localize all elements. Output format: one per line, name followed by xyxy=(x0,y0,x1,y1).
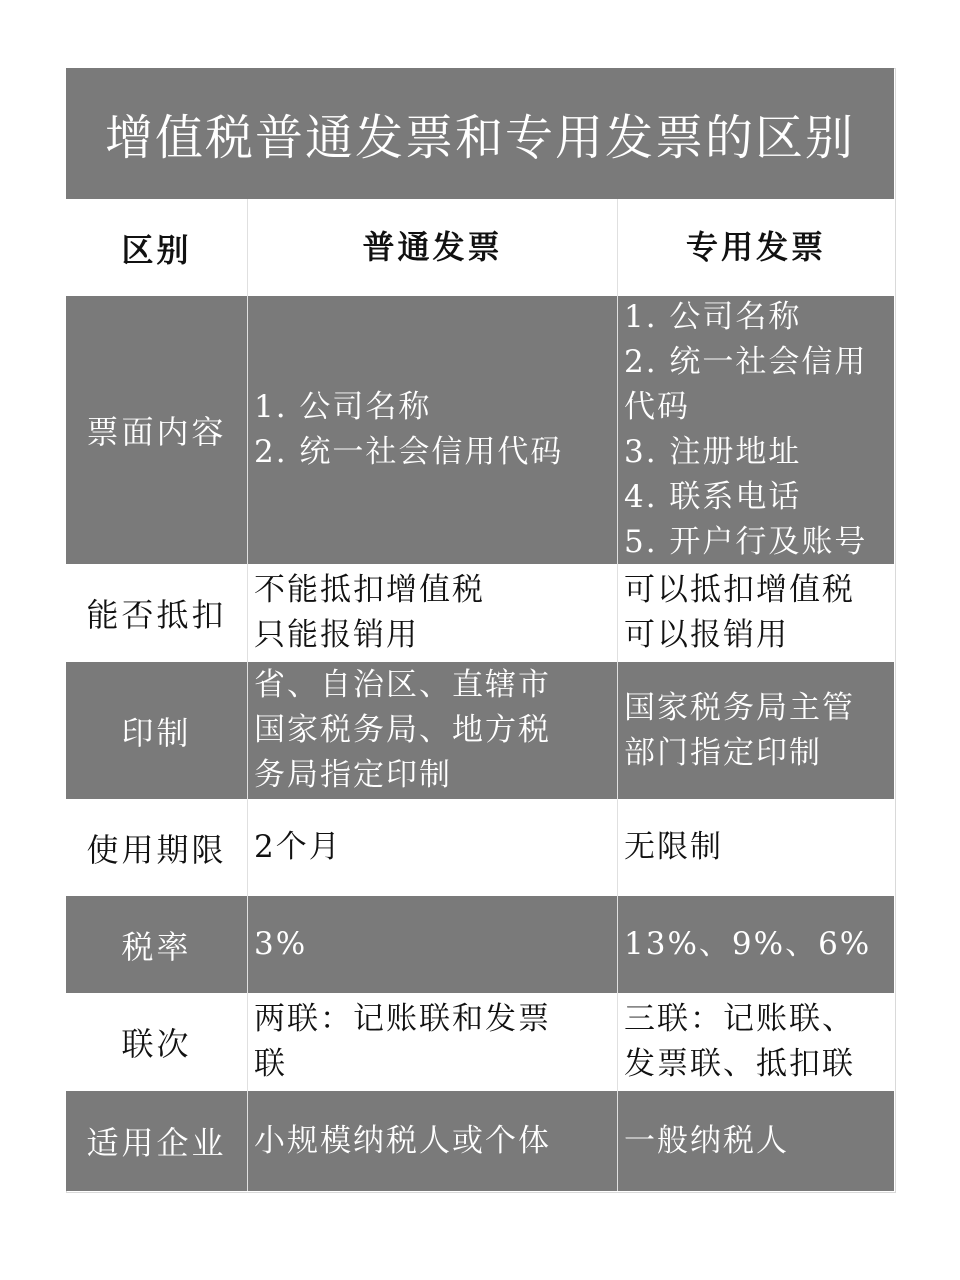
cell-line: 发票联、抵扣联 xyxy=(624,1046,855,1082)
row-label: 使用期限 xyxy=(66,799,248,896)
special-invoice-cell xyxy=(618,799,894,896)
page-title: 增值税普通发票和专用发票的区别 xyxy=(66,68,894,199)
table-row xyxy=(66,296,894,564)
row-label: 票面内容 xyxy=(66,296,248,564)
header-row xyxy=(66,199,894,296)
cell-line: 1. 公司名称 xyxy=(254,389,432,425)
special-invoice-cell xyxy=(618,896,894,993)
cell-line: 部门指定印制 xyxy=(624,734,822,771)
cell-line: 2. 统一社会信用 xyxy=(624,344,868,380)
cell-line: 1. 公司名称 xyxy=(624,299,802,335)
table-row xyxy=(66,1091,894,1191)
special-invoice-cell xyxy=(618,296,894,564)
row-label: 联次 xyxy=(66,993,248,1091)
cell-line: 省、自治区、直辖市 xyxy=(254,667,551,703)
cell-line: 不能抵扣增值税 xyxy=(254,572,485,608)
normal-invoice-cell xyxy=(248,896,618,993)
row-label: 印制 xyxy=(66,662,248,799)
normal-invoice-cell xyxy=(248,993,618,1091)
row-label: 税率 xyxy=(66,896,248,993)
table-row xyxy=(66,896,894,993)
header-normal-invoice: 普通发票 xyxy=(248,199,618,296)
normal-invoice-cell xyxy=(248,564,618,662)
table-row xyxy=(66,662,894,799)
special-invoice-cell xyxy=(618,993,894,1091)
row-label: 能否抵扣 xyxy=(66,564,248,662)
header-difference: 区别 xyxy=(66,199,248,296)
normal-invoice-cell xyxy=(248,799,618,896)
cell-line: 务局指定印制 xyxy=(254,757,452,793)
table-row xyxy=(66,799,894,896)
cell-line: 国家税务局主管 xyxy=(624,689,855,726)
cell-line: 只能报销用 xyxy=(254,617,419,653)
cell-line: 无限制 xyxy=(624,829,723,865)
cell-line: 13%、9%、6% xyxy=(624,926,872,962)
cell-line: 5. 开户行及账号 xyxy=(624,524,868,560)
cell-line: 3% xyxy=(254,926,308,962)
cell-line: 国家税务局、地方税 xyxy=(254,712,551,748)
cell-line: 两联：记账联和发票 xyxy=(254,1001,551,1037)
cell-line: 小规模纳税人或个体 xyxy=(254,1122,551,1159)
table-row xyxy=(66,993,894,1091)
cell-line: 2个月 xyxy=(254,829,342,865)
cell-line: 联 xyxy=(254,1046,287,1082)
header-special-invoice: 专用发票 xyxy=(685,228,826,266)
normal-invoice-cell xyxy=(248,296,618,564)
special-invoice-cell xyxy=(618,1091,894,1191)
cell-line: 代码 xyxy=(624,389,690,425)
cell-line: 2. 统一社会信用代码 xyxy=(254,434,564,470)
cell-line: 三联：记账联、 xyxy=(624,1001,855,1037)
cell-line: 3. 注册地址 xyxy=(624,434,802,470)
cell-line: 一般纳税人 xyxy=(624,1122,789,1159)
cell-line: 4. 联系电话 xyxy=(624,479,802,515)
normal-invoice-cell xyxy=(248,1091,618,1191)
row-label: 适用企业 xyxy=(66,1091,248,1191)
table-row xyxy=(66,564,894,662)
normal-invoice-cell xyxy=(248,662,618,799)
special-invoice-cell xyxy=(618,564,894,662)
cell-line: 可以报销用 xyxy=(624,617,789,653)
special-invoice-cell xyxy=(618,662,894,799)
cell-line: 可以抵扣增值税 xyxy=(624,572,855,608)
